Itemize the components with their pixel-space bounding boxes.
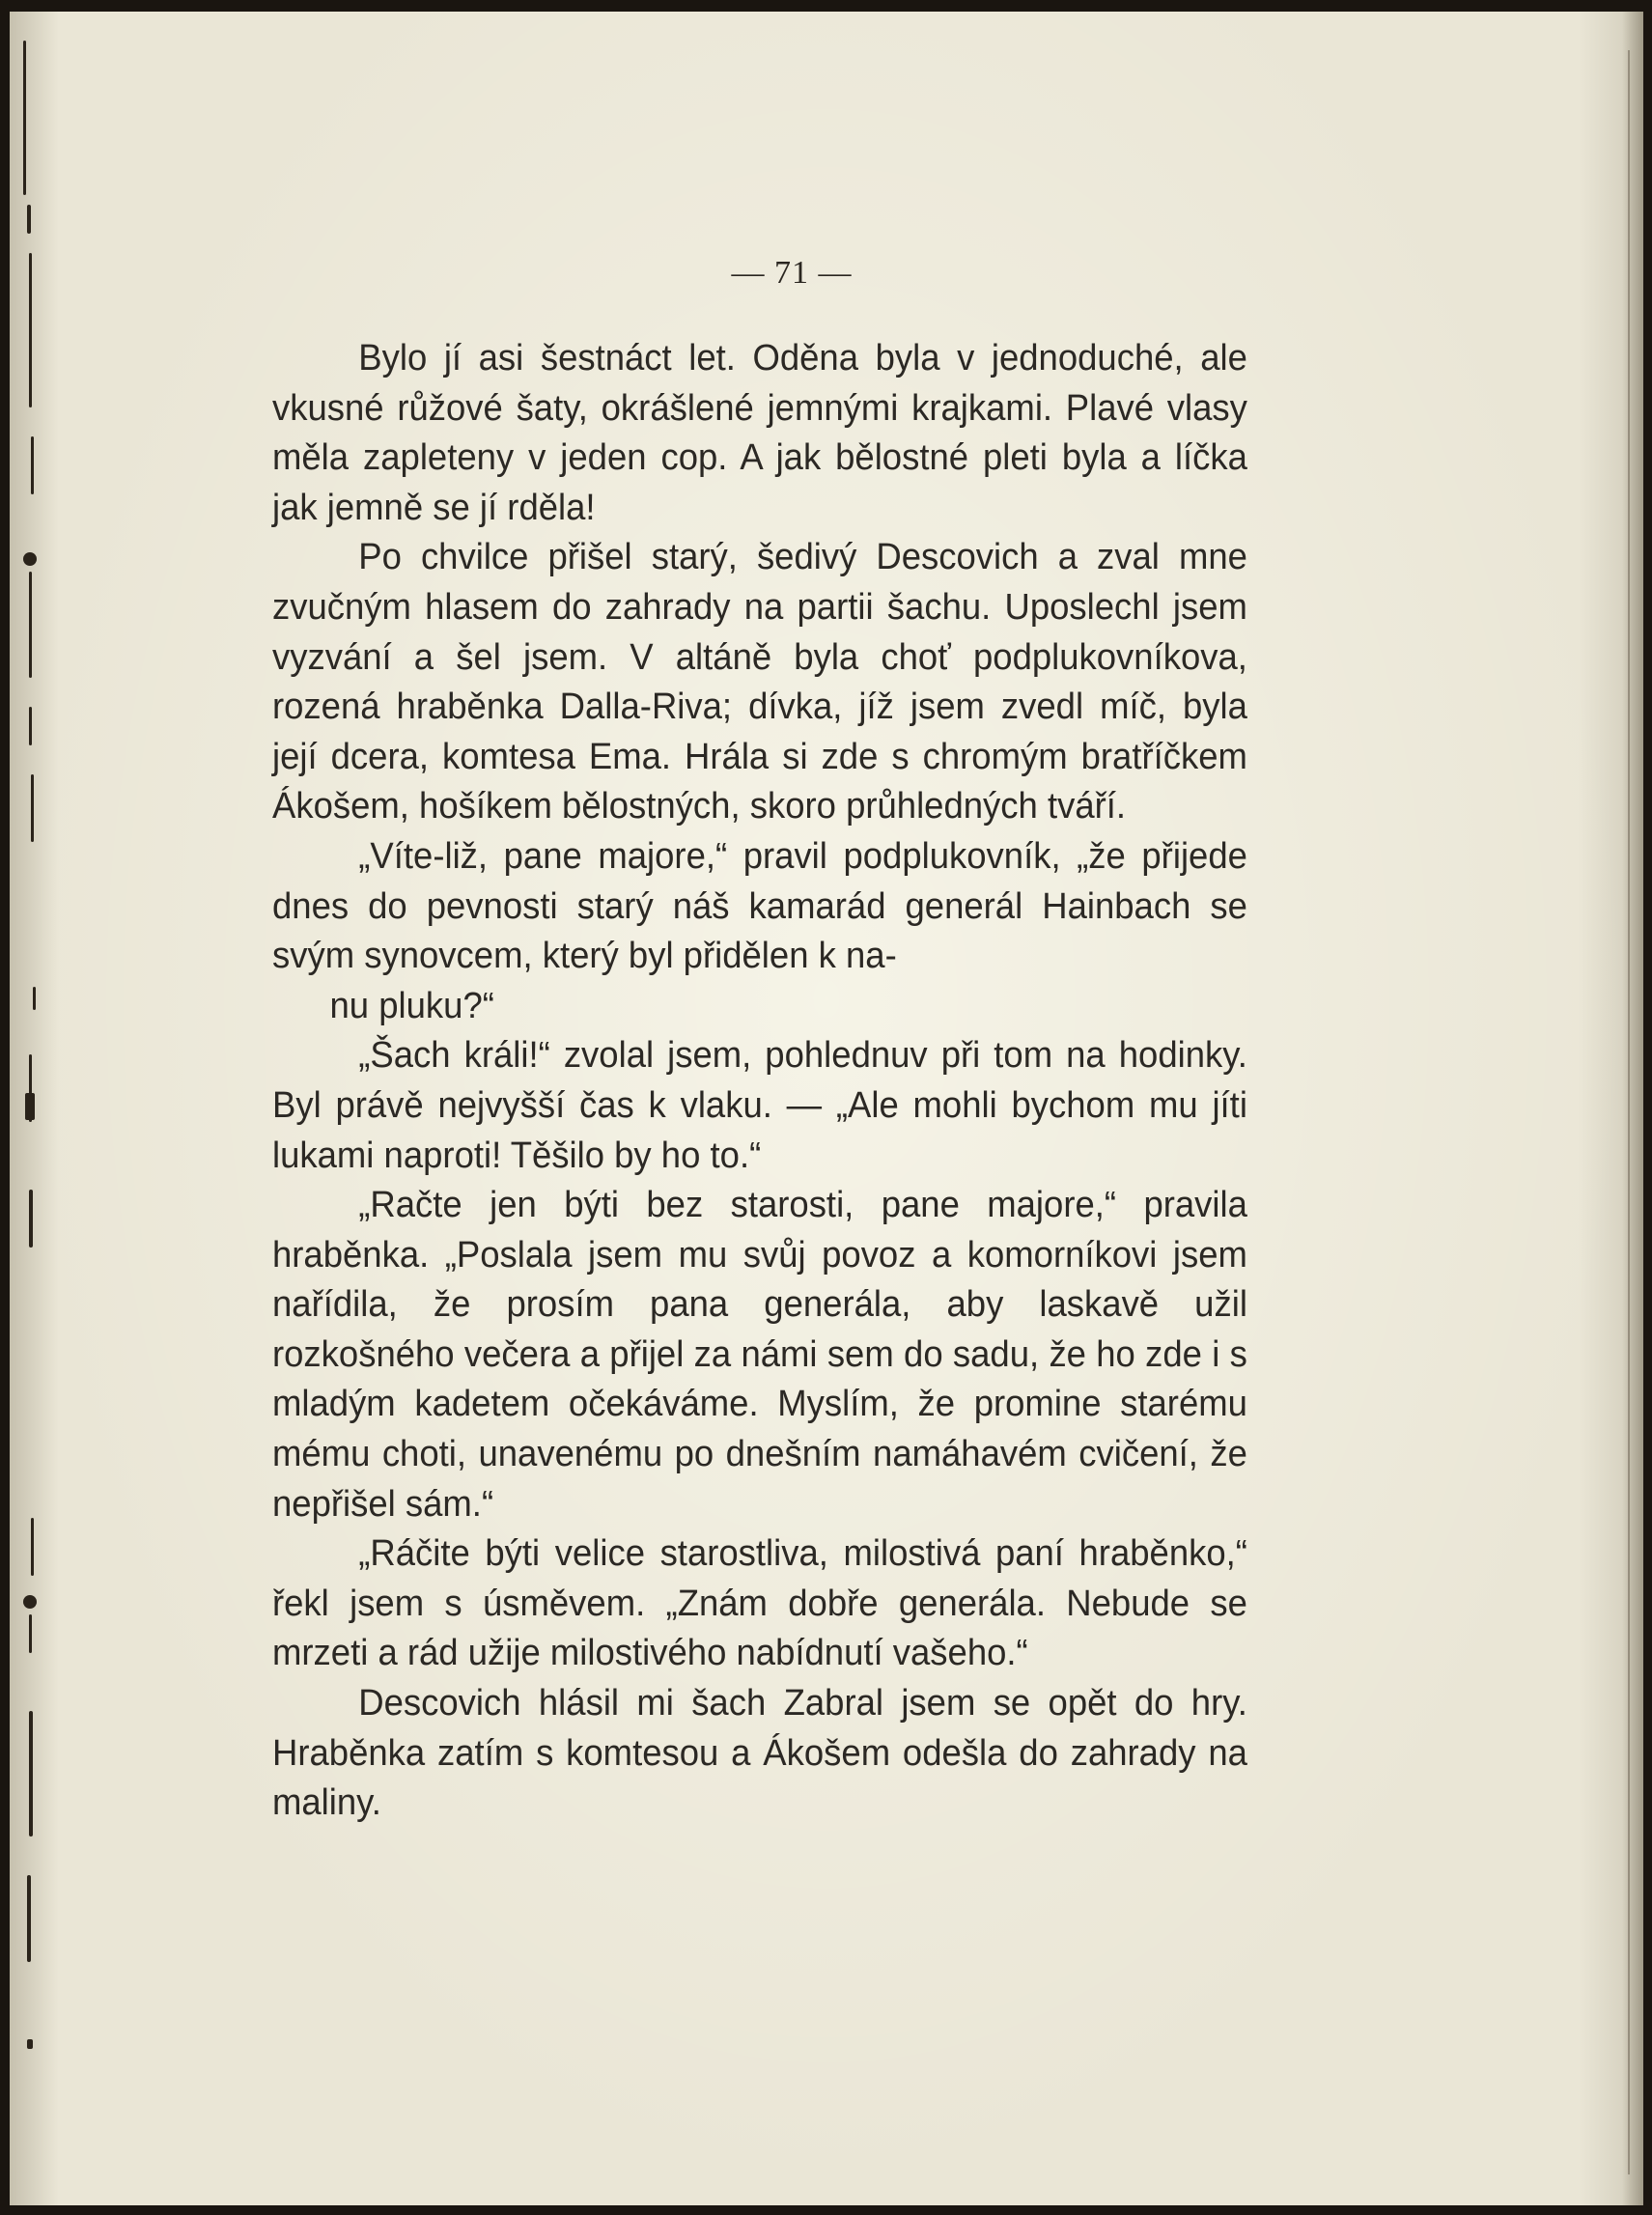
gutter-mark	[27, 205, 31, 234]
gutter-mark	[29, 1190, 33, 1248]
book-page	[10, 12, 1643, 2205]
gutter-mark	[31, 774, 34, 842]
gutter-mark	[27, 1875, 31, 1962]
gutter-mark	[29, 253, 32, 407]
page-edge-line	[1628, 50, 1630, 2174]
body-text	[272, 334, 1247, 1829]
gutter-mark	[29, 707, 32, 745]
page-edge-shadow	[1622, 12, 1643, 2205]
gutter-mark	[33, 987, 36, 1010]
gutter-mark	[31, 436, 34, 494]
gutter-mark	[29, 572, 32, 678]
paragraph: „Račte jen býti bez starosti, pane majore,“ pravila hraběnka. „Poslala jsem mu svůj povoz a komorníkovi jsem nařídila, že prosím pana generála, aby laskavě užil rozkošného večera a přijel za námi sem do sadu, že ho zde i s mladým kadetem očekáváme. Myslím, že promine starému mému choti, unavenému po dnešním namáhavém cvičení, že nepřišel sám.“	[272, 1185, 1247, 1525]
gutter-mark	[23, 1595, 37, 1609]
paragraph: Bylo jí asi šestnáct let. Oděna byla v jednoduché, ale vkusné růžové šaty, okrášlené jemnými krajkami. Plavé vlasy měla zapleteny v jeden cop. A jak bělostné pleti byla a líčka jak jemně se jí rděla!	[272, 338, 1247, 528]
gutter-mark	[27, 2039, 33, 2049]
gutter-mark	[31, 1518, 34, 1576]
paragraph: Descovich hlásil mi šach Zabral jsem se opět do hry. Hraběnka zatím s komtesou a Ákošem odešla do zahrady na maliny.	[272, 1683, 1247, 1824]
gutter-mark	[29, 1614, 32, 1653]
paragraph: „Ráčite býti velice starostliva, milostivá paní hraběnko,“ řekl jsem s úsměvem. „Znám dobře generála. Nebude se mrzeti a rád užije milostivého nabídnutí vašeho.“	[272, 1533, 1247, 1674]
gutter-mark	[29, 1711, 33, 1836]
page-number: — 71 —	[731, 255, 853, 291]
gutter-mark	[23, 552, 37, 566]
gutter-mark	[23, 41, 26, 195]
paragraph: „Šach králi!“ zvolal jsem, pohlednuv při tom na hodinky. Byl právě nejvyšší čas k vlaku. — „Ale mohli bychom mu jíti lukami naproti! Těšilo by ho to.“	[272, 1035, 1247, 1176]
gutter-mark	[25, 1093, 35, 1120]
paragraph: „Víte-liž, pane majore,“ pravil podplukovník, „že přijede dnes do pevnosti starý náš kamarád generál Hainbach se svým synovcem, který byl přidělen k na-	[272, 835, 1247, 977]
paragraph: nu pluku?“	[329, 985, 494, 1026]
paragraph: Po chvilce přišel starý, šedivý Descovich a zval mne zvučným hlasem do zahrady na partii šachu. Uposlechl jsem vyzvání a šel jsem. V altáně byla choť podplukovníkova, rozená hraběnka Dalla-Riva; dívka, jíž jsem zvedl míč, byla její dcera, komtesa Ema. Hrála si zde s chromým bratříčkem Ákošem, hošíkem bělostných, skoro průhledných tváří.	[272, 537, 1247, 827]
binding-gutter	[10, 12, 46, 2205]
